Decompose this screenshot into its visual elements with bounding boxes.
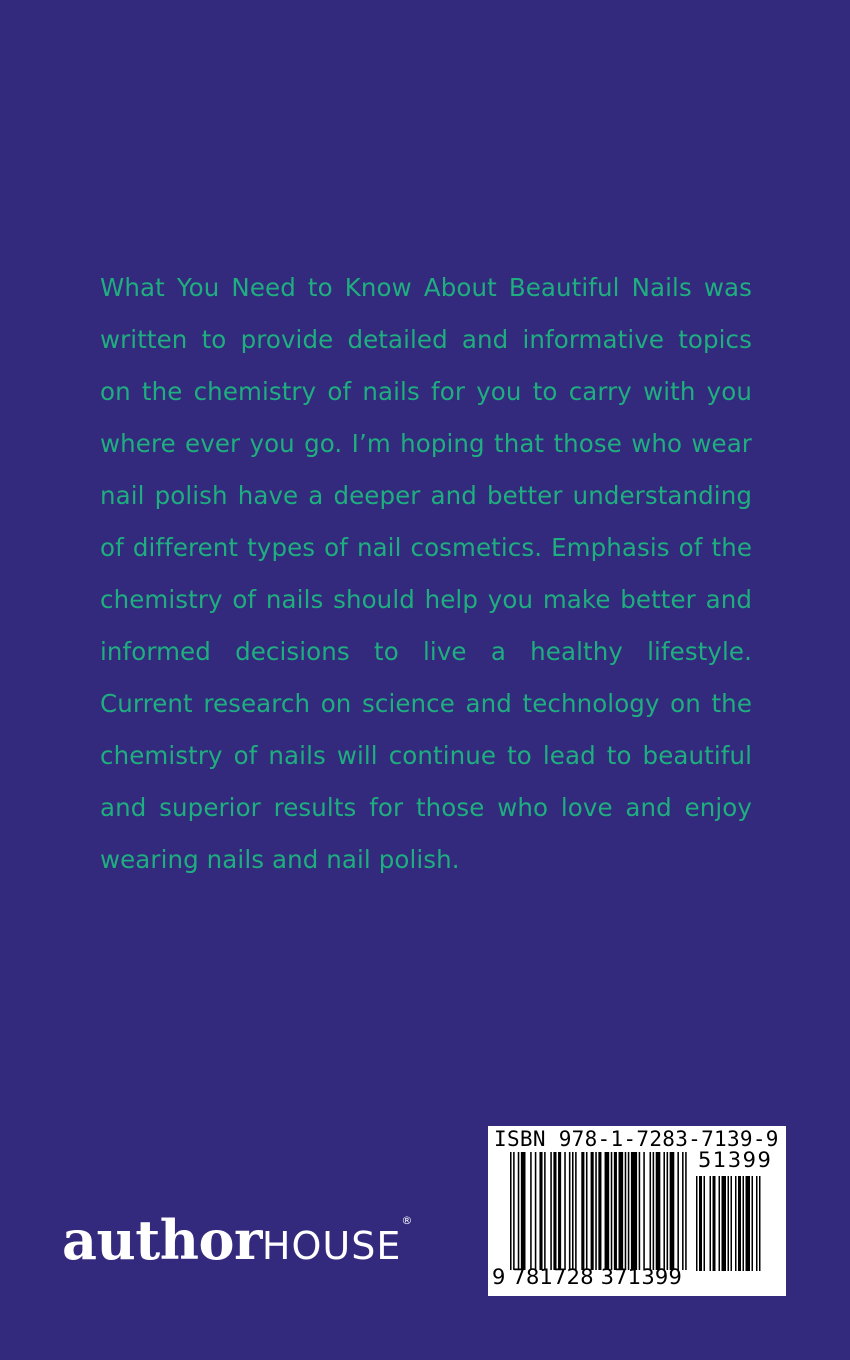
barcode-bar — [722, 1176, 727, 1271]
barcode-bar — [535, 1152, 537, 1270]
barcode-bar — [699, 1176, 702, 1271]
isbn-label: ISBN 978-1-7283-7139-9 — [494, 1127, 779, 1151]
publisher-logo — [62, 1208, 442, 1272]
barcode-bar — [719, 1176, 721, 1271]
barcode-bar — [544, 1152, 546, 1270]
publisher-logo-author: author — [62, 1208, 262, 1272]
addon-digits: 51399 — [698, 1148, 773, 1172]
publisher-logo-house: HOUSE — [261, 1224, 402, 1268]
barcode-bar — [575, 1152, 577, 1270]
registered-mark: ® — [401, 1214, 413, 1227]
barcode-bar — [670, 1152, 675, 1270]
barcode-bar — [558, 1152, 561, 1270]
barcode-bar — [713, 1176, 716, 1271]
barcode-bar — [677, 1152, 679, 1270]
barcode-bar — [564, 1152, 566, 1270]
barcode-bar — [743, 1176, 745, 1271]
barcode-bar — [619, 1152, 624, 1270]
ean-digits: 9 781728 371399 — [492, 1265, 683, 1289]
barcode-bar — [759, 1176, 761, 1271]
barcode-bar — [682, 1152, 684, 1270]
barcode-bar — [581, 1152, 584, 1270]
barcode-bar — [735, 1176, 737, 1271]
barcode-bar — [650, 1152, 652, 1270]
isbn-barcode — [488, 1126, 786, 1296]
barcode-bar — [598, 1152, 601, 1270]
barcode-bar — [653, 1152, 655, 1270]
barcode-bar — [510, 1152, 512, 1270]
barcode-bar — [656, 1152, 661, 1270]
barcode-bar — [704, 1176, 706, 1271]
barcode-bar — [521, 1152, 526, 1270]
barcode-bar — [738, 1176, 741, 1271]
barcode-bar — [752, 1176, 754, 1271]
barcode-bar — [756, 1176, 758, 1271]
barcode-bar — [605, 1152, 610, 1270]
barcode-bar — [728, 1176, 730, 1271]
addon-bars — [696, 1176, 761, 1271]
barcode-bar — [643, 1152, 645, 1270]
ean-bars — [510, 1152, 687, 1270]
barcode-bar — [614, 1152, 617, 1270]
barcode-bar — [611, 1152, 613, 1270]
barcode-bar — [530, 1152, 532, 1270]
barcode-bar — [667, 1152, 669, 1270]
barcode-bar — [595, 1152, 597, 1270]
barcode-bar — [639, 1152, 641, 1270]
barcode-bar — [696, 1176, 698, 1271]
barcode-bar — [591, 1152, 594, 1270]
barcode-bar — [572, 1152, 574, 1270]
barcode-bar — [625, 1152, 627, 1270]
barcode-bar — [628, 1152, 630, 1270]
barcode-bar — [586, 1152, 588, 1270]
barcode-bar — [569, 1152, 571, 1270]
barcode-bar — [550, 1152, 552, 1270]
barcode-bar — [513, 1152, 515, 1270]
barcode-bar — [518, 1152, 520, 1270]
barcode-bar — [746, 1176, 751, 1271]
barcode-bar — [710, 1176, 712, 1271]
barcode-bar — [663, 1152, 665, 1270]
barcode-bar — [539, 1152, 542, 1270]
barcode-bar — [553, 1152, 556, 1270]
barcode-bar — [685, 1152, 687, 1270]
cover-blurb: What You Need to Know About Beautiful Nails was written to provide detailed and informative topics on the chemistry of nails for you to carry with you where ever you go. I’m hoping that those who wear nail polish have a deeper and better understanding of different types of nail cosmetics. Emphasis of the chemistry of nails should help you make better and informed decisions to live a healthy lifestyle. Current research on science and technology on the chemistry of nails will continue to lead to beautiful and superior results for those who love and enjoy wearing nails and nail polish. — [100, 273, 752, 874]
barcode-bar — [631, 1152, 637, 1270]
barcode-bar — [731, 1176, 733, 1271]
